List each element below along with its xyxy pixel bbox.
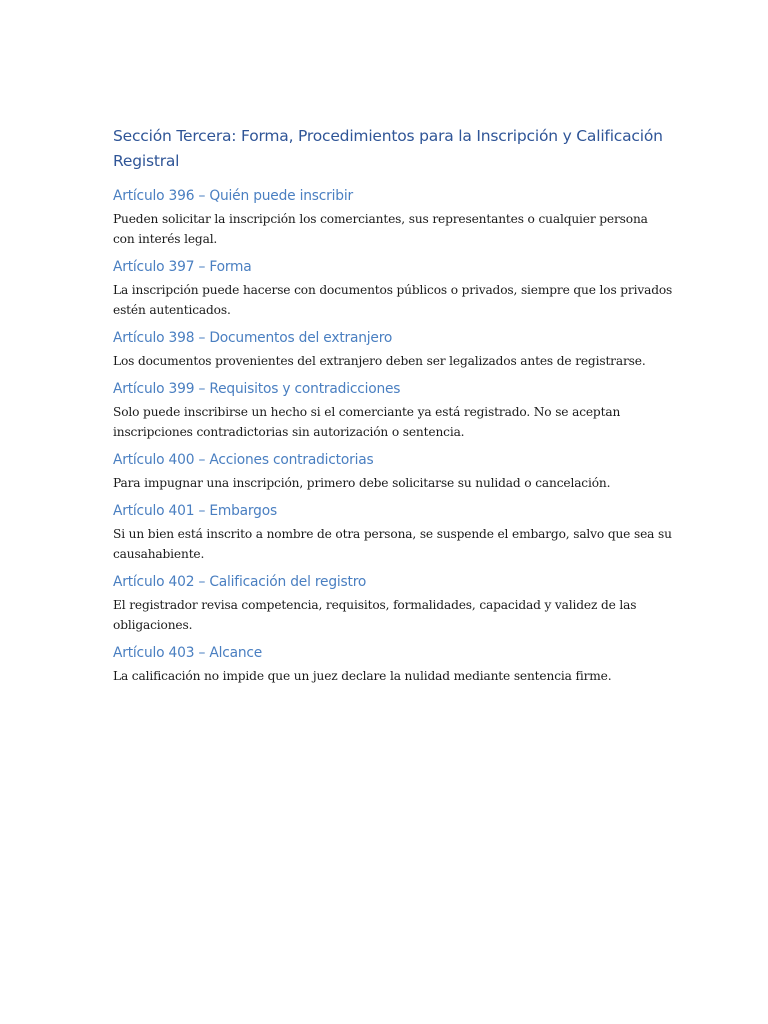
article-body: La inscripción puede hacerse con documentos públicos o privados, siempre que los privados estén autenticados. xyxy=(113,283,673,317)
article-397 xyxy=(113,257,673,320)
article-396 xyxy=(113,186,673,249)
section-title: Sección Tercera: Forma, Procedimientos para la Inscripción y Calificación Registral xyxy=(113,127,663,170)
article-body: Si un bien está inscrito a nombre de otra persona, se suspende el embargo, salvo que sea su causahabiente. xyxy=(113,527,672,561)
article-body: Los documentos provenientes del extranjero deben ser legalizados antes de registrarse. xyxy=(113,354,646,368)
article-heading: Artículo 397 – Forma xyxy=(113,259,252,275)
article-403 xyxy=(113,643,673,686)
article-402 xyxy=(113,572,673,635)
article-heading: Artículo 400 – Acciones contradictorias xyxy=(113,452,374,468)
article-body: Pueden solicitar la inscripción los comerciantes, sus representantes o cualquier persona con interés legal. xyxy=(113,212,648,246)
article-heading: Artículo 396 – Quién puede inscribir xyxy=(113,188,353,204)
document-content xyxy=(113,124,673,694)
article-heading: Artículo 399 – Requisitos y contradicciones xyxy=(113,381,401,397)
article-body: La calificación no impide que un juez declare la nulidad mediante sentencia firme. xyxy=(113,669,612,683)
article-heading: Artículo 398 – Documentos del extranjero xyxy=(113,330,393,346)
article-401 xyxy=(113,501,673,564)
article-body: Solo puede inscribirse un hecho si el comerciante ya está registrado. No se aceptan inscripciones contradictorias sin autorización o sentencia. xyxy=(113,405,621,439)
article-400 xyxy=(113,450,673,493)
article-body: Para impugnar una inscripción, primero debe solicitarse su nulidad o cancelación. xyxy=(113,476,611,490)
article-heading: Artículo 402 – Calificación del registro xyxy=(113,574,367,590)
article-399 xyxy=(113,379,673,442)
article-heading: Artículo 403 – Alcance xyxy=(113,645,263,661)
article-398 xyxy=(113,328,673,371)
article-body: El registrador revisa competencia, requisitos, formalidades, capacidad y validez de las obligaciones. xyxy=(113,598,637,632)
article-heading: Artículo 401 – Embargos xyxy=(113,503,277,519)
